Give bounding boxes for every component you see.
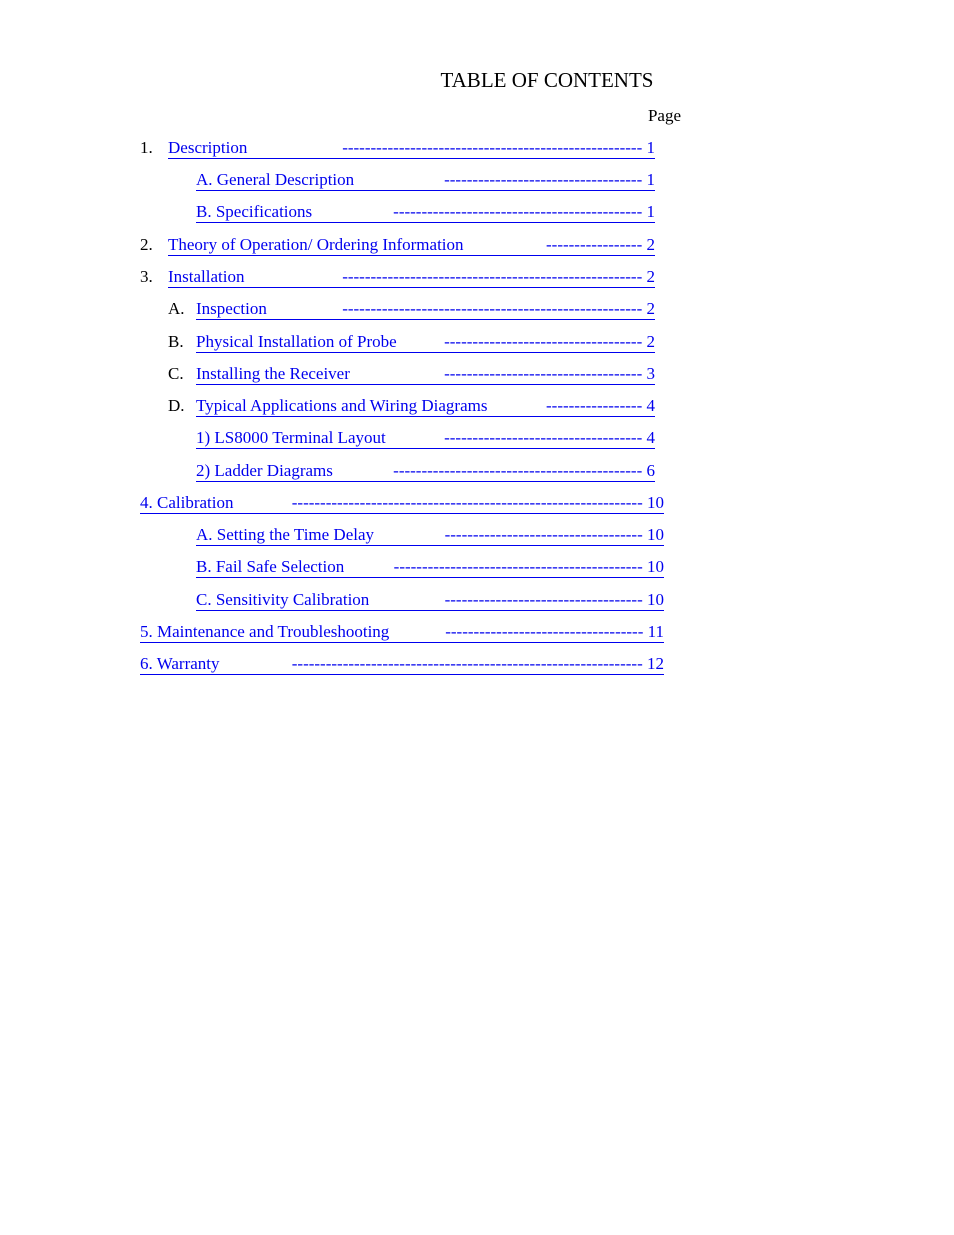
- toc-entry-label: 2) Ladder Diagrams: [196, 461, 333, 480]
- toc-entry-general-description: [196, 170, 656, 190]
- toc-entry-leader: ----------------------------------------------------- 2: [342, 267, 655, 286]
- toc-entry-leader: -------------------------------------------- 1: [393, 202, 655, 221]
- toc-entry-label: B. Specifications: [196, 202, 313, 221]
- toc-entry-label: Description: [168, 138, 248, 157]
- toc-entry-number: 3.: [140, 267, 153, 286]
- toc-entry-label: C. Sensitivity Calibration: [196, 590, 370, 609]
- toc-entry-leader: ----------------------------------------------------- 2: [342, 299, 655, 318]
- toc-entry-leader: ----------------------------------- 11: [445, 622, 664, 641]
- toc-link-physical-installation[interactable]: [196, 332, 655, 353]
- toc-entry-leader: ----------------------------------- 10: [444, 525, 664, 544]
- toc-entry-leader: ----------------------------------------------------- 1: [342, 138, 655, 157]
- toc-entry-label: A. Setting the Time Delay: [196, 525, 375, 544]
- toc-entry-label: Typical Applications and Wiring Diagrams: [196, 396, 488, 415]
- toc-entry-number: 2.: [140, 235, 153, 254]
- toc-link-ladder-diagrams[interactable]: [196, 461, 655, 482]
- toc-link-maintenance[interactable]: [140, 622, 664, 643]
- toc-entry-installing-receiver: [168, 364, 656, 384]
- toc-entry-specifications: [196, 202, 656, 222]
- toc-entry-number: C.: [168, 364, 184, 383]
- toc-entry-label: 6. Warranty: [140, 654, 220, 673]
- toc-entry-label: A. General Description: [196, 170, 355, 189]
- toc-entry-leader: ----------------------------------- 3: [444, 364, 655, 383]
- toc-link-terminal-layout[interactable]: [196, 428, 655, 449]
- toc-entry-description: [140, 138, 656, 158]
- toc-entry-physical-installation: [168, 332, 656, 352]
- toc-entry-maintenance: [140, 622, 665, 642]
- toc-entry-installation: [140, 267, 656, 287]
- toc-link-sensitivity-calibration[interactable]: [196, 590, 664, 611]
- toc-entry-number: D.: [168, 396, 185, 415]
- toc-link-installing-receiver[interactable]: [196, 364, 655, 385]
- toc-entry-leader: ----------------------------------- 4: [444, 428, 655, 447]
- toc-entry-leader: ----------------------------------- 2: [444, 332, 655, 351]
- toc-link-time-delay[interactable]: [196, 525, 664, 546]
- toc-entry-leader: ----------------- 2: [546, 235, 655, 254]
- toc-entry-leader: ----------------------------------- 10: [444, 590, 664, 609]
- toc-link-fail-safe[interactable]: [196, 557, 664, 578]
- toc-entry-number: A.: [168, 299, 185, 318]
- toc-entry-leader: -------------------------------------------------------------- 12: [291, 654, 664, 673]
- toc-entry-warranty: [140, 654, 665, 674]
- toc-entry-label: 4. Calibration: [140, 493, 234, 512]
- toc-link-theory-of-operation[interactable]: [168, 235, 655, 256]
- toc-entry-typical-applications: [168, 396, 656, 416]
- toc-entry-sensitivity-calibration: [196, 590, 665, 610]
- toc-link-general-description[interactable]: [196, 170, 655, 191]
- toc-link-calibration[interactable]: [140, 493, 664, 514]
- toc-link-installation[interactable]: [168, 267, 655, 288]
- toc-entry-label: Installation: [168, 267, 245, 286]
- toc-entry-label: Installing the Receiver: [196, 364, 350, 383]
- toc-entry-leader: -------------------------------------------- 10: [393, 557, 664, 576]
- toc-entry-leader: -------------------------------------------- 6: [393, 461, 655, 480]
- toc-entry-number: 1.: [140, 138, 153, 157]
- toc-link-warranty[interactable]: [140, 654, 664, 675]
- toc-link-description[interactable]: [168, 138, 655, 159]
- toc-entry-inspection: [168, 299, 656, 319]
- toc-title: TABLE OF CONTENTS: [440, 68, 654, 92]
- toc-entry-ladder-diagrams: [196, 461, 656, 481]
- toc-entry-leader: ----------------------------------- 1: [444, 170, 655, 189]
- toc-entry-label: Inspection: [196, 299, 267, 318]
- toc-entry-label: B. Fail Safe Selection: [196, 557, 345, 576]
- toc-entry-fail-safe: [196, 557, 665, 577]
- toc-entry-label: Physical Installation of Probe: [196, 332, 397, 351]
- toc-entry-terminal-layout: [196, 428, 656, 448]
- toc-link-typical-applications[interactable]: [196, 396, 655, 417]
- toc-entry-label: 1) LS8000 Terminal Layout: [196, 428, 386, 447]
- toc-entry-calibration: [140, 493, 665, 513]
- toc-entry-leader: ----------------- 4: [546, 396, 655, 415]
- toc-entry-number: B.: [168, 332, 184, 351]
- toc-entry-label: Theory of Operation/ Ordering Information: [168, 235, 464, 254]
- toc-entry-theory-of-operation: [140, 235, 656, 255]
- toc-link-specifications[interactable]: [196, 202, 655, 223]
- page-column-header: Page: [647, 106, 681, 125]
- toc-link-inspection[interactable]: [196, 299, 655, 320]
- toc-entry-leader: -------------------------------------------------------------- 10: [291, 493, 664, 512]
- toc-entry-label: 5. Maintenance and Troubleshooting: [140, 622, 390, 641]
- toc-entry-time-delay: [196, 525, 665, 545]
